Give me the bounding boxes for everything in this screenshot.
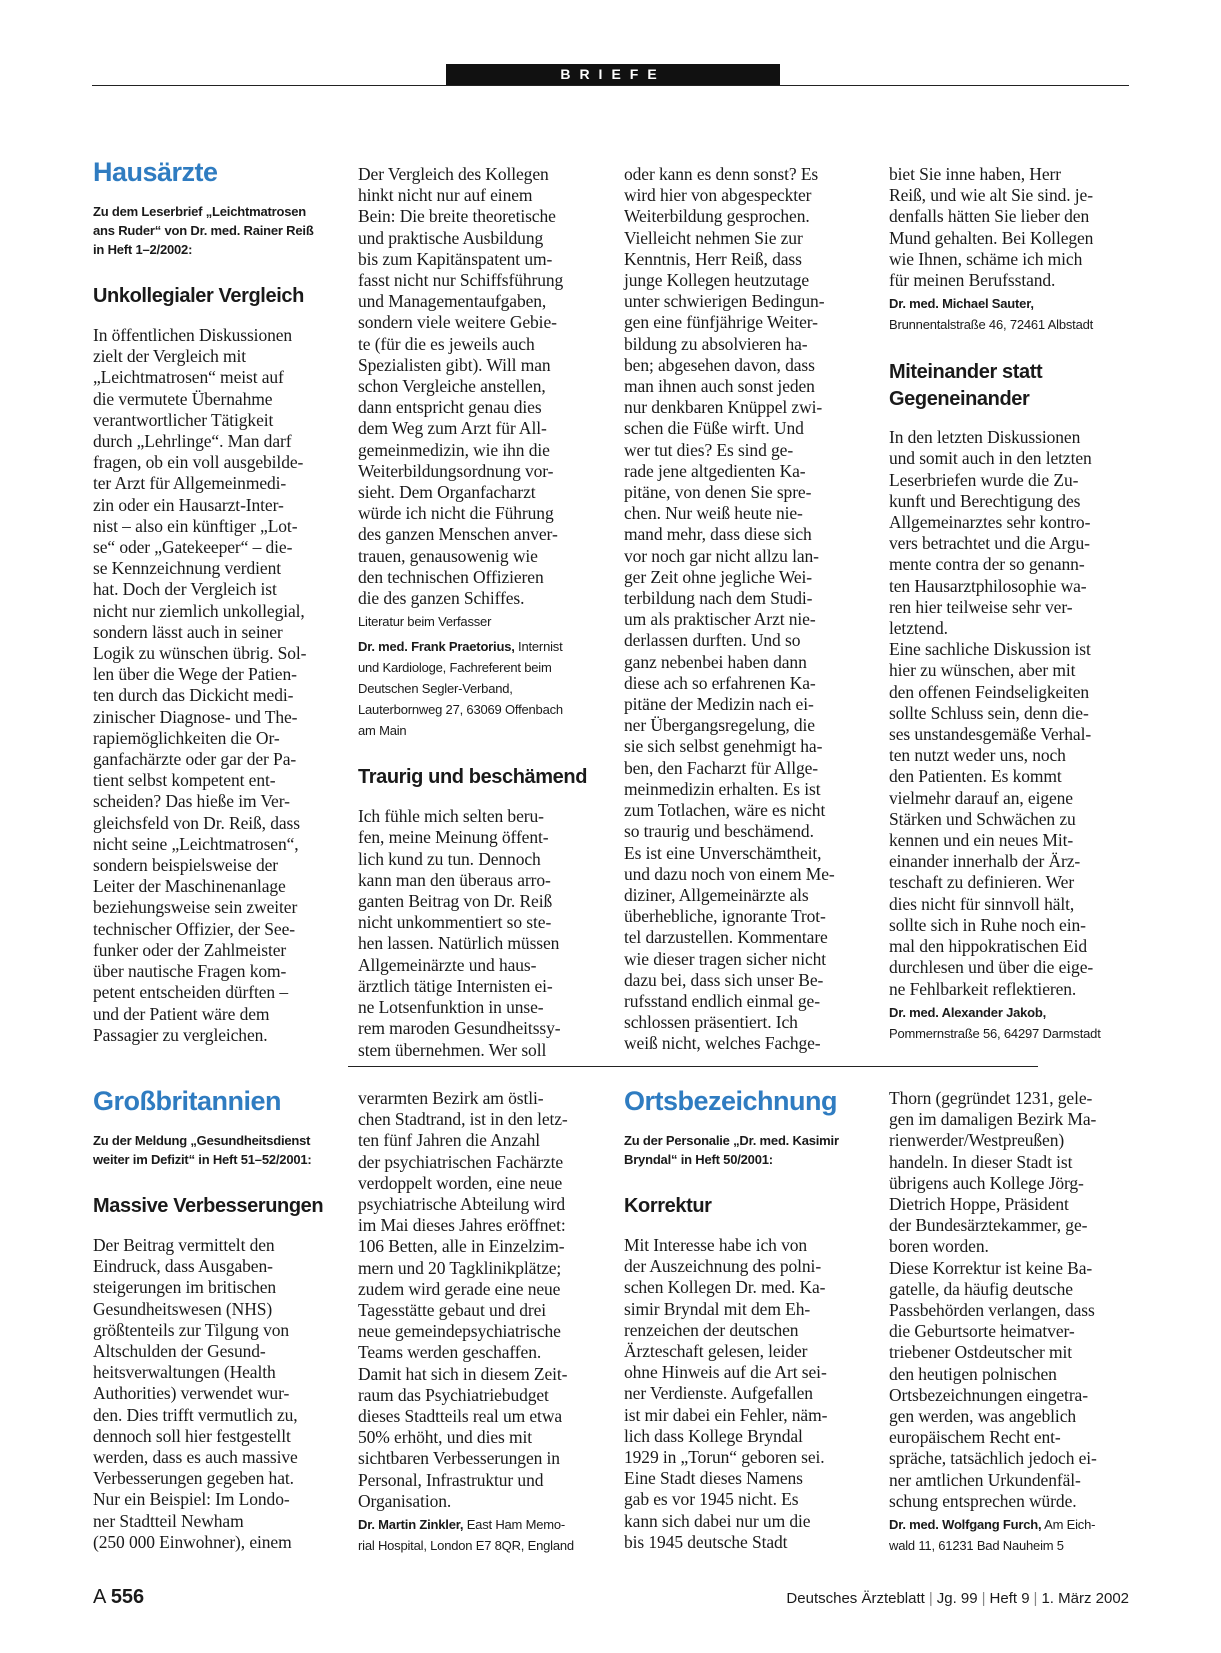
signature-name: Dr. Martin Zinkler, bbox=[358, 1517, 464, 1533]
letter-signature bbox=[358, 636, 608, 741]
letter-heading: Miteinander statt Gegeneinander bbox=[889, 361, 1043, 411]
section-divider bbox=[348, 1066, 1038, 1067]
section-title-ortsbezeichnung: Ortsbezeichnung bbox=[624, 1086, 838, 1116]
letter-body: Ich fühle mich selten beru- fen, meine Meinung öffent- lich kund zu tun. Dennoch kann man den überaus arro- ganten Beitrag von Dr. Reiß nicht unkommentiert so ste- hen lassen. Natürlich müssen Allgemeinärzte und haus- ärztlich tätige Internisten ei- ne Lotsenfunktion in unse- rem maroden Gesundheitssy- stem übernehmen. Wer soll bbox=[358, 806, 561, 1060]
column-3-bottom bbox=[624, 1085, 874, 1553]
page-prefix: A bbox=[93, 1586, 106, 1608]
signature-address: Brunnentalstraße 46, 72461 Albstadt bbox=[889, 317, 1094, 333]
signature-address: Pommernstraße 56, 64297 Darmstadt bbox=[889, 1025, 1101, 1041]
letter-body: Mit Interesse habe ich von der Auszeichnung des polni- schen Kollegen Dr. med. Ka- simir Bryndal mit dem Eh- renzeichen der deutschen Ärzteschaft gelesen, leider ohne Hinweis auf die Art sei- ner Verdienste. Aufgefallen ist mir dabei ein Fehler, näm- lich dass Kollege Bryndal 1929 in „Torun“ geboren sei. Eine Stadt dieses Namens gab es vor 1945 nicht. Es kann sich dabei nur um die bis 1945 deutsche Stadt bbox=[624, 1235, 828, 1552]
letter-body: oder kann es denn sonst? Es wird hier von abgespeckter Weiterbildung gesprochen. Vielleicht nehmen Sie zur Kenntnis, Herr Reiß, dass junge Kollegen heutzutage unter schwierigen Bedingun- gen eine fünfjährige Weiter- bildung zu absolvieren ha- ben; abgesehen davon, dass man ihnen auch sonst jeden nur denkbaren Knüppel zwi- schen die Füße wirft. Und wer tut dies? Es sind ge- rade jene altgedienten Ka- pitäne, von denen Sie spre- chen. Nur weiß heute nie- mand mehr, dass diese sich vor noch gar nicht allzu lan- ger Zeit ohne jegliche Wei- terbildung nach dem Studi- um als praktischer Arzt nie- derlassen durften. Und so ganz nebenbei haben dann diese ach so erfahrenen Ka- pitäne der Medizin nach ei- ner Übergangsregelung, die sie sich selbst genehmigt ha- ben, den Facharzt für Allge- meinmedizin erhalten. Es ist zum Totlachen, wäre es nicht so traurig und beschämend. Es ist eine Unverschämtheit, und dazu noch von einem Me- diziner, Allgemeinärzte als überhebliche, ignorante Trot- tel darzustellen. Kommentare wie dieser tragen sicher nicht dazu bei, dass sich unser Be- rufsstand endlich einmal ge- schlossen präsentiert. Ich weiß nicht, welches Fachge- bbox=[624, 164, 835, 1054]
journal-date: 1. März 2002 bbox=[1041, 1590, 1129, 1607]
letter-heading: Massive Verbesserungen bbox=[93, 1195, 324, 1217]
section-header: BRIEFE bbox=[446, 64, 780, 85]
letter-body: In den letzten Diskussionen und somit auch in den letzten Leserbriefen wurde die Zu- kunft und Berechtigung des Allgemeinarztes sehr kontro- vers betrachtet und die Argu- mente contra der so genann- ten Hausarztphilosophie wa- ren hier teilweise sehr ver- letztend. Eine sachliche Diskussion ist hier zu wünschen, aber mit den offenen Feindseligkeiten sollte Schluss sein, denn die- ses unstandesgemäße Verhal- ten nutzt weder uns, noch den Patienten. Es kommt vielmehr darauf an, eigene Stärken und Schwächen zu kennen und ein neues Mit- einander innerhalb der Ärz- teschaft zu definieren. Wer dies nicht für sinnvoll hält, sollte sich in Ruhe noch ein- mal den hippokratischen Eid durchlesen und über die eige- ne Fehlbarkeit reflektieren. bbox=[889, 427, 1094, 999]
journal-volume: Jg. 99 bbox=[936, 1590, 978, 1607]
column-1-bottom bbox=[93, 1085, 343, 1553]
column-4-bottom bbox=[889, 1088, 1139, 1556]
page-number bbox=[93, 1586, 144, 1609]
signature-name: Dr. med. Frank Praetorius, bbox=[358, 639, 515, 655]
article-intro: Zu der Personalie „Dr. med. Kasimir Bryndal“ in Heft 50/2001: bbox=[624, 1133, 839, 1167]
signature-address: Internist und Kardiologe, Fachreferent beim Deutschen Segler-Verband, Lauterbornweg 27, 63069 Offenbach am Main bbox=[358, 639, 563, 739]
header-rule bbox=[92, 85, 1129, 86]
signature-name: Dr. med. Michael Sauter, bbox=[889, 296, 1034, 312]
letter-signature bbox=[889, 293, 1139, 335]
column-2-top bbox=[358, 164, 608, 1061]
literature-note: Literatur beim Verfasser bbox=[358, 614, 492, 630]
signature-name: Dr. med. Alexander Jakob, bbox=[889, 1004, 1047, 1020]
journal-info: Deutsches Ärzteblatt | Jg. 99 | Heft 9 | 1. März 2002 bbox=[786, 1590, 1129, 1607]
signature-name: Dr. med. Wolfgang Furch, bbox=[889, 1517, 1042, 1533]
letter-body: verarmten Bezirk am östli- chen Stadtrand, ist in den letz- ten fünf Jahren die Anzahl der psychiatrischen Fachärzte verdoppelt worden, eine neue psychiatrische Abteilung wird im Mai dieses Jahres eröffnet: 106 Betten, alle in Einzelzim- mern und 20 Tagklinikplätze; zudem wird gerade eine neue Tagesstätte gebaut und drei neue gemeindepsychiatrische Teams werden geschaffen. Damit hat sich in diesem Zeit- raum das Psychiatriebudget dieses Stadtteils real um etwa 50% erhöht, und dies mit sichtbaren Verbesserungen in Personal, Infrastruktur und Organisation. bbox=[358, 1088, 568, 1511]
column-2-bottom bbox=[358, 1088, 608, 1556]
column-4-top bbox=[889, 164, 1139, 1044]
letter-body: biet Sie inne haben, Herr Reiß, und wie alt Sie sind. je- denfalls hätten Sie lieber den Mund gehalten. Bei Kollegen wie Ihnen, schäme ich mich für meinen Berufsstand. bbox=[889, 164, 1094, 291]
letter-heading: Traurig und beschämend bbox=[358, 766, 588, 789]
letter-heading: Korrektur bbox=[624, 1195, 712, 1217]
column-1-top bbox=[93, 156, 343, 1046]
section-title-hausaerzte: Hausärzte bbox=[93, 157, 218, 187]
article-intro: Zu der Meldung „Gesundheitsdienst weiter im Defizit“ in Heft 51–52/2001: bbox=[93, 1133, 312, 1167]
section-title-grossbritannien: Großbritannien bbox=[93, 1086, 281, 1116]
letter-heading: Unkollegialer Vergleich bbox=[93, 285, 304, 307]
letter-body: Der Vergleich des Kollegen hinkt nicht nur auf einem Bein: Die breite theoretische und praktische Ausbildung bis zum Kapitänspatent um- fasst nicht nur Schiffsführung und Managementaufgaben, sondern viele weitere Gebie- te (für die es jeweils auch Spezialisten gibt). Will man schon Vergleiche anstellen, dann entspricht genau dies dem Weg zum Arzt für All- gemeinmedizin, wie ihn die Weiterbildungsordnung vor- sieht. Dem Organfacharzt würde ich nicht die Führung des ganzen Menschen anver- trauen, genausowenig wie den technischen Offizieren die des ganzen Schiffes. bbox=[358, 164, 564, 609]
letter-signature bbox=[358, 1514, 608, 1556]
page-footer bbox=[93, 1586, 1129, 1616]
column-3-top bbox=[624, 164, 874, 1055]
letter-signature bbox=[889, 1514, 1139, 1556]
letter-body: In öffentlichen Diskussionen zielt der Vergleich mit „Leichtmatrosen“ meist auf die vermutete Übernahme verantwortlicher Tätigkeit durch „Lehrlinge“. Man darf fragen, ob ein voll ausgebilde- ter Arzt für Allgemeinmedi- zin oder ein Hausarzt-Inter- nist – also ein künftiger „Lot- se“ oder „Gatekeeper“ – die- se Kennzeichnung verdient hat. Doch der Vergleich ist nicht nur ziemlich unkollegial, sondern lässt auch in seiner Logik zu wünschen übrig. Sol- len über die Wege der Patien- ten durch das Dickicht medi- zinischer Diagnose- und The- rapiemöglichkeiten die Or- ganfachärzte oder gar der Pa- tient selbst kompetent ent- scheiden? Das hieße im Ver- gleichsfeld von Dr. Reiß, dass nicht seine „Leichtmatrosen“, sondern beispielsweise der Leiter der Maschinenanlage beziehungsweise sein zweiter technischer Offizier, der See- funker oder der Zahlmeister über nautische Fragen kom- petent entscheiden dürften – und der Patient wäre dem Passagier zu vergleichen. bbox=[93, 325, 307, 1045]
signature-address: Am Eich- wald 11, 61231 Bad Nauheim 5 bbox=[889, 1517, 1096, 1554]
journal-name: Deutsches Ärzteblatt bbox=[786, 1590, 925, 1607]
letter-body: Der Beitrag vermittelt den Eindruck, dass Ausgaben- steigerungen im britischen Gesundheitswesen (NHS) größtenteils zur Tilgung von Altschulden der Gesund- heitsverwaltungen (Health Authorities) verwendet wur- den. Dies trifft vermutlich zu, dennoch soll hier festgestellt werden, dass es auch massive Verbesserungen gegeben hat. Nur ein Beispiel: Im Londo- ner Stadtteil Newham (250 000 Einwohner), einem bbox=[93, 1235, 298, 1552]
letter-signature bbox=[889, 1002, 1139, 1044]
journal-issue: Heft 9 bbox=[989, 1590, 1030, 1607]
letter-body: Thorn (gegründet 1231, gele- gen im damaligen Bezirk Ma- rienwerder/Westpreußen) handeln. In dieser Stadt ist übrigens auch Kollege Jörg- Dietrich Hoppe, Präsident der Bundesärztekammer, ge- boren worden. Diese Korrektur ist keine Ba- gatelle, da häufig deutsche Passbehörden verlangen, dass die Geburtsorte heimatver- triebener Ostdeutscher mit den heutigen polnischen Ortsbezeichnungen eingetra- gen werden, was angeblich europäischem Recht ent- spräche, tatsächlich jedoch ei- ner amtlichen Urkundenfäl- schung entsprechen würde. bbox=[889, 1088, 1097, 1511]
signature-address: East Ham Memo- rial Hospital, London E7 8QR, England bbox=[358, 1517, 574, 1554]
article-intro: Zu dem Leserbrief „Leichtmatrosen ans Ruder“ von Dr. med. Rainer Reiß in Heft 1–2/2002: bbox=[93, 204, 314, 257]
page-number-value: 556 bbox=[110, 1586, 145, 1608]
